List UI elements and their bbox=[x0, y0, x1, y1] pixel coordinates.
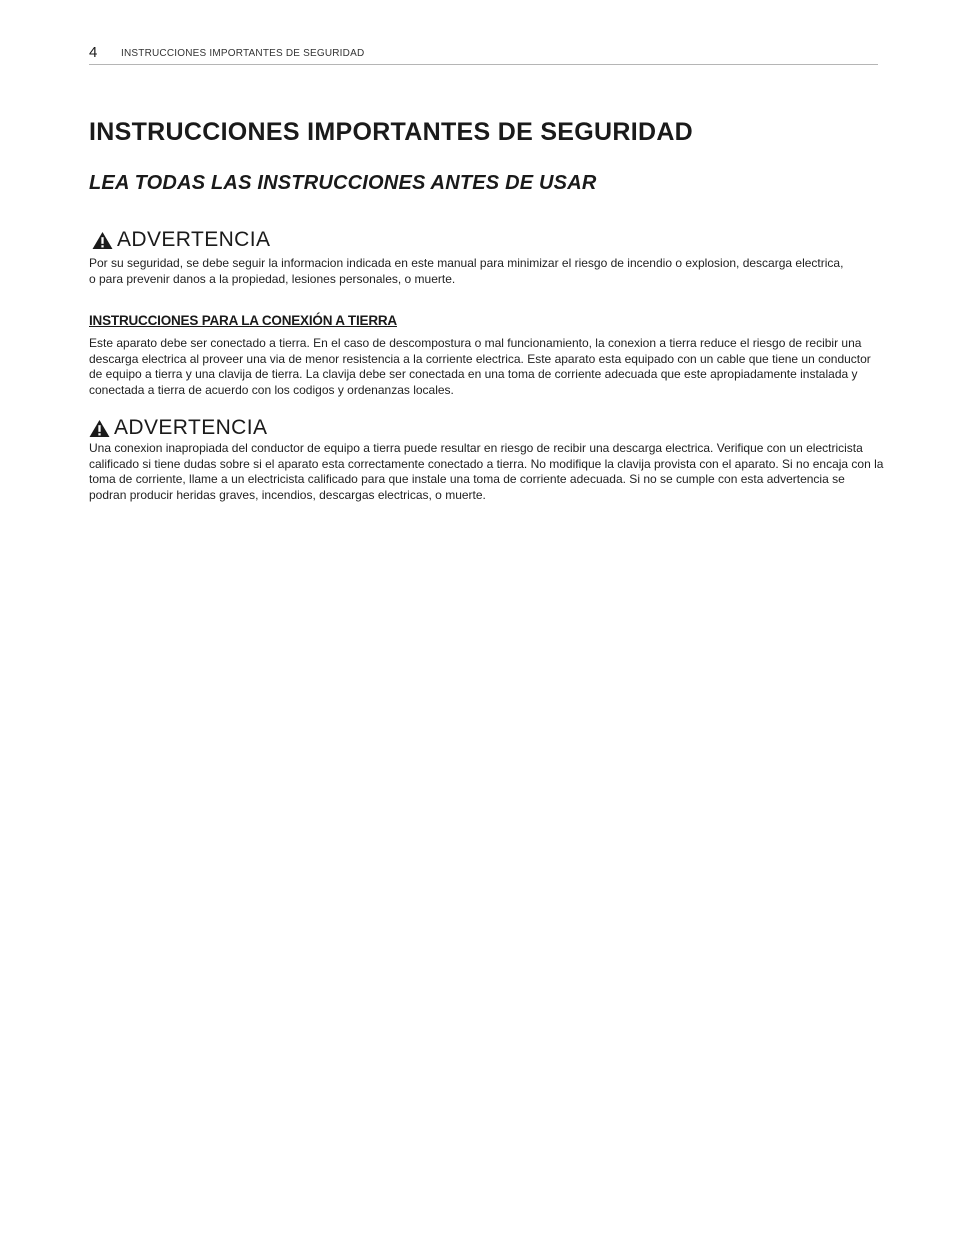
warning-heading-1 bbox=[92, 228, 270, 252]
warning-heading-2 bbox=[89, 416, 267, 440]
warning-triangle-icon bbox=[89, 419, 110, 438]
warning-heading-label: ADVERTENCIA bbox=[114, 416, 268, 439]
grounding-section-text: Este aparato debe ser conectado a tierra. En el caso de descompostura o mal funcionamiento, la conexion a tierra reduce el riesgo de recibir una descarga electrica al proveer una via de menor resistencia a la corriente electrica. Este aparato esta equipado con un cable que tiene un conductor de equipo a tierra y una clavija de tierra. La clavija debe ser conectada en una toma de corriente adecuada que este apropiadamente instalada y conectada a tierra de acuerdo con los codigos y ordenanzas locales. bbox=[89, 336, 871, 397]
warning-triangle-icon bbox=[92, 231, 113, 250]
running-header bbox=[89, 44, 878, 65]
page-title: INSTRUCCIONES IMPORTANTES DE SEGURIDAD bbox=[89, 118, 694, 146]
page-number: 4 bbox=[89, 44, 98, 61]
running-title: INSTRUCCIONES IMPORTANTES DE SEGURIDAD bbox=[121, 48, 365, 59]
warning-text-2: Una conexion inapropiada del conductor de equipo a tierra puede resultar en riesgo de recibir una descarga electrica. Verifique con un electricista calificado si tiene dudas sobre si el aparato esta correctamente conectado a tierra. No modifique la clavija provista con el aparato. Si no encaja con la toma de corriente, llame a un electricista calificado para que instale una toma de corriente adecuada. Si no se cumple con esta advertencia se podran producir heridas graves, incendios, descargas electricas, o muerte. bbox=[89, 441, 884, 502]
warning-text-1: Por su seguridad, se debe seguir la informacion indicada en este manual para minimizar el riesgo de incendio o explosion, descarga electrica, o para prevenir danos a la propiedad, lesiones personales, o muerte. bbox=[89, 256, 844, 286]
grounding-section-heading: INSTRUCCIONES PARA LA CONEXIÓN A TIERRA bbox=[89, 313, 397, 328]
page-subtitle: LEA TODAS LAS INSTRUCCIONES ANTES DE USAR bbox=[89, 172, 597, 194]
warning-heading-label: ADVERTENCIA bbox=[117, 228, 271, 251]
